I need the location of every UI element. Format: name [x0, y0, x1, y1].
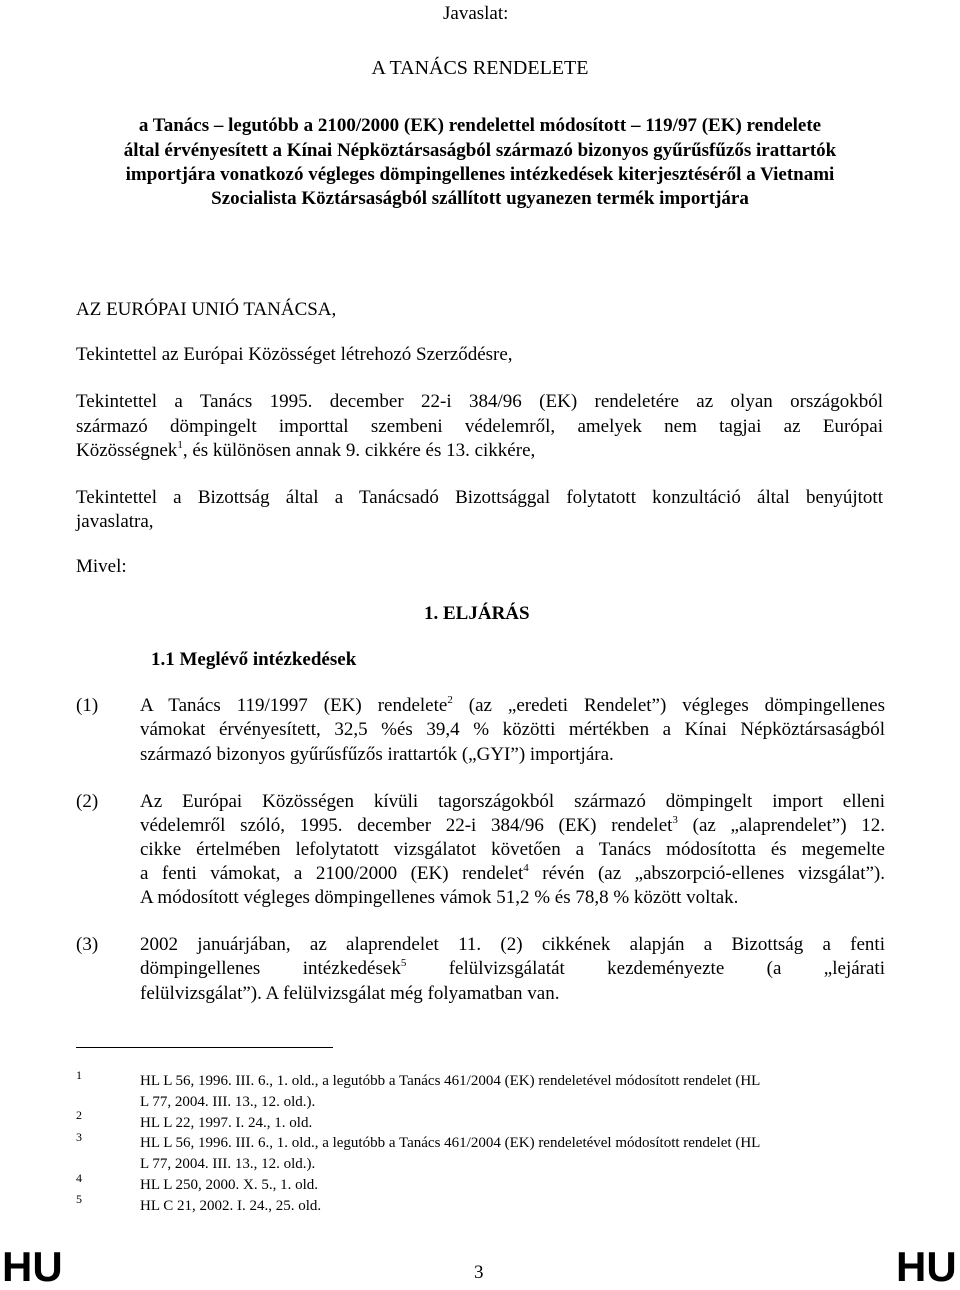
footnote-number: 3 — [76, 1130, 82, 1144]
footnote-text: HL L 56, 1996. III. 6., 1. old., a legutóbb a Tanács 461/2004 (EK) rendeletével módosított rendelet (HL — [140, 1135, 761, 1151]
language-code-left: HU — [2, 1243, 63, 1290]
recital-line: Tekintettel a Bizottság által a Tanácsadó Bizottsággal folytatott konzultáció által benyújtott — [76, 487, 883, 508]
paragraph-line: vámokat érvényesített, 32,5 %és 39,4 % közötti mértékben a Kínai Népköztársaságból — [140, 719, 885, 740]
footnote-text: HL L 250, 2000. X. 5., 1. old. — [140, 1177, 319, 1193]
paragraph-line: A módosított végleges dömpingellenes vámok 51,2 % és 78,8 % között voltak. — [140, 887, 739, 908]
paragraph-line: 2002 januárjában, az alaprendelet 11. (2) cikkének alapján a Bizottság a fenti — [140, 934, 885, 955]
recital-line: származó dömpingelt importtal szembeni védelemről, amelyek nem tagjai az Európai — [76, 416, 883, 437]
recital-treaty: Tekintettel az Európai Közösséget létrehozó Szerződésre, — [76, 344, 513, 365]
footnote-text: L 77, 2004. III. 13., 12. old.). — [140, 1156, 316, 1172]
footnote-ref: 4 — [523, 862, 529, 874]
paragraph-number: (1) — [76, 695, 99, 716]
footnote-separator — [76, 1047, 333, 1048]
footnote-ref: 2 — [447, 694, 453, 706]
subtitle-line: a Tanács – legutóbb a 2100/2000 (EK) rendelettel módosított – 119/97 (EK) rendelete — [138, 115, 822, 136]
subtitle-line: importjára vonatkozó végleges dömpingellenes intézkedések kiterjesztéséről a Vietnami — [125, 164, 835, 185]
paragraph-number: (3) — [76, 934, 99, 955]
footnote-text: HL C 21, 2002. I. 24., 25. old. — [140, 1198, 322, 1214]
document-title: A TANÁCS RENDELETE — [371, 57, 589, 79]
subtitle-line: által érvényesített a Kínai Népköztársaságból származó bizonyos gyűrűsfűzős irattartók — [123, 140, 837, 161]
council-heading: AZ EURÓPAI UNIÓ TANÁCSA, — [76, 299, 337, 320]
footnote-ref: 3 — [672, 814, 678, 826]
language-code-right: HU — [896, 1243, 957, 1290]
footnote-number: 5 — [76, 1192, 82, 1206]
footnote-number: 4 — [76, 1171, 82, 1185]
footnote-number: 1 — [76, 1068, 82, 1082]
paragraph-line: származó bizonyos gyűrűsfűzős irattartók („GYI”) importjára. — [140, 744, 614, 765]
document-label: Javaslat: — [443, 3, 509, 24]
subsection-heading: 1.1 Meglévő intézkedések — [151, 649, 357, 670]
section-heading: 1. ELJÁRÁS — [424, 603, 530, 624]
paragraph-line: védelemről szóló, 1995. december 22-i 384/96 (EK) rendelet$^3$ (az „alaprendelet”) 12. — [140, 814, 885, 836]
whereas-label: Mivel: — [76, 556, 127, 577]
paragraph-line: felülvizsgálat”). A felülvizsgálat még folyamatban van. — [140, 983, 560, 1004]
page-number: 3 — [474, 1262, 484, 1283]
subtitle-line: Szocialista Köztársaságból szállított ugyanezen termék importjára — [211, 188, 749, 209]
paragraph-line: a fenti vámokat, a 2100/2000 (EK) rendelet$^4$ révén (az „abszorpció-ellenes vizsgálat”). — [140, 862, 885, 884]
paragraph-line: cikke értelmében lefolytatott vizsgálatot követően a Tanács módosította és megemelte — [140, 839, 885, 860]
footnote-ref: 1 — [177, 439, 183, 451]
recital-line: javaslatra, — [76, 511, 154, 532]
paragraph-line: Az Európai Közösségen kívüli tagországokból származó dömpingelt import elleni — [140, 791, 885, 812]
paragraph-number: (2) — [76, 791, 99, 812]
recital-line: Tekintettel a Tanács 1995. december 22-i 384/96 (EK) rendeletére az olyan országokból — [76, 391, 883, 412]
footnote-text: HL L 56, 1996. III. 6., 1. old., a legutóbb a Tanács 461/2004 (EK) rendeletével módosított rendelet (HL — [140, 1073, 761, 1089]
footnote-text: HL L 22, 1997. I. 24., 1. old. — [140, 1115, 313, 1131]
footnote-number: 2 — [76, 1108, 82, 1122]
paragraph-line: A Tanács 119/1997 (EK) rendelete$^2$ (az „eredeti Rendelet”) végleges dömpingellenes — [140, 694, 885, 716]
footnote-ref: 5 — [400, 957, 407, 969]
recital-line: Közösségnek$^1$, és különösen annak 9. cikkére és 13. cikkére, — [76, 439, 536, 461]
paragraph-line: dömpingellenes intézkedések$^5$ felülvizsgálatát kezdeményezte (a „lejárati — [140, 957, 885, 979]
footnote-text: L 77, 2004. III. 13., 12. old.). — [140, 1094, 316, 1110]
